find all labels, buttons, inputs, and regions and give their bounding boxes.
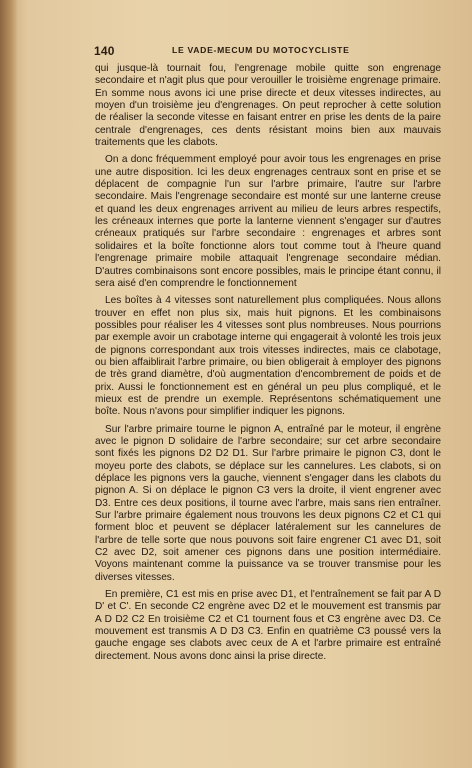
paragraph-1: qui jusque-là tournait fou, l'engrenage mobile quitte son engrenage secondaire et n'agit plus que pour verouiller le troisième engrenage primaire. En somme nous avons ici une prise directe et deux vitesses indirectes, au moyen d'un troisième jeu d'engrenages. On peut reprocher à cette solution de réaliser la seconde vitesse en faisant entrer en prise les dents de la paire centrale d'engrenages, ces dents résistant moins bien aux mauvais traitements que les clabots. xyxy=(95,63,441,149)
paragraph-4: Sur l'arbre primaire tourne le pignon A, entraîné par le moteur, il engrène avec le pignon D solidaire de l'arbre secondaire; sur cet arbre secondaire sont fixés les pignons D2 D2 D1. Sur l'arbre primaire le pignon C3, dont le moyeu porte des clabots, se déplace sur les cannelures. Les clabots, si on déplace les pignons vers la gauche, viennent s'engager dans les clabots du pignon A. Si on déplace le pignon C3 vers la droite, il vient engrener avec D3. Entre ces deux positions, il tourne avec l'arbre, mais sans rien entraîner. Sur l'arbre primaire également nous trouvons les deux pignons C2 et C1 qui forment bloc et peuvent se déplacer latéralement sur les cannelures de l'arbre de telle sorte que nous pouvons soit faire engrener C1 avec D1, soit C2 avec D2, soit amener ces pignons dans une position intermédiaire. Voyons maintenant comme la puissance va se trouver transmise pour les diverses vitesses. xyxy=(95,423,441,583)
binding-shadow xyxy=(0,0,18,768)
body-text xyxy=(95,63,441,668)
page-number: 140 xyxy=(94,44,115,58)
paragraph-3: Les boîtes à 4 vitesses sont naturellement plus compliquées. Nous allons trouver en effet non plus six, mais huit pignons. Et les combinaisons possibles pour réaliser les 4 vitesses sont plus nombreuses. Nous pourrions par exemple avoir un crabotage interne qui engagerait à volonté les trois jeux de pignons correspondant aux trois vitesses indirectes, mais ce clabotage, ou bien affaiblirait l'arbre primaire, ou bien obligerait à employer des pignons de très grand diamètre, d'où augmentation d'encombrement de poids et de prix. Aussi le fonctionnement est en général un peu plus compliqué, et le mieux est de prendre un exemple. Représentons schématiquement une boîte. Nous n'avons pour simplifier indiquer les pignons. xyxy=(95,295,441,418)
paragraph-5: En première, C1 est mis en prise avec D1, et l'entraînement se fait par A D D' et C'. En seconde C2 engrène avec D2 et le mouvement est transmis par A D D2 C2 En troisième C2 et C1 tournent fous et C3 engrène avec D3. Ce mouvement est transmis A D D3 C3. Enfin en quatrième C3 poussé vers la gauche engage ses clabots avec ceux de A et l'arbre primaire est entraîné directement. Nous avons donc ainsi la prise directe. xyxy=(95,589,441,662)
paragraph-2: On a donc fréquemment employé pour avoir tous les engrenages en prise une autre disposition. Ici les deux engrenages centraux sont en prise et se déplacent de compagnie l'un sur l'arbre primaire, l'autre sur l'arbre secondaire. Mais l'engrenage secondaire est monté sur une lanterne creuse et quand les deux engrenages arrivent au milieu de leurs arbres respectifs, les créneaux internes que porte la lanterne viennent s'engager sur d'autres créneaux pratiqués sur l'arbre secondaire : engrenages et arbres sont solidaires et la boîte fonctionne alors tout comme tout à l'heure quand l'engrenage primaire mobile attaquait l'engrenage secondaire médian. D'autres combinaisons sont encore possibles, mais le principe étant connu, il sera aisé d'en comprendre le fonctionnement xyxy=(95,154,441,289)
running-title: LE VADE-MECUM DU MOTOCYCLISTE xyxy=(172,45,350,55)
running-head xyxy=(94,44,448,58)
